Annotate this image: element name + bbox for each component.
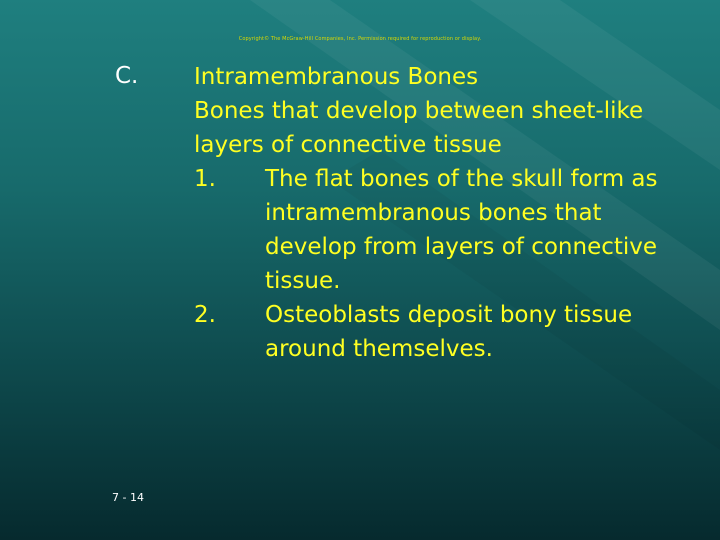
copyright-notice: Copyright© The McGraw-Hill Companies, Inc. Permission required for reproduction or display. — [238, 36, 482, 42]
list-item-number: 2. — [194, 302, 216, 328]
page-number: 7 - 14 — [112, 491, 144, 504]
list-item-text: The flat bones of the skull form as intramembranous bones that develop from layers of connective tissue. — [265, 166, 658, 294]
list-item — [194, 298, 694, 366]
slide-content — [194, 60, 694, 366]
list-item-text: Osteoblasts deposit bony tissue around themselves. — [265, 302, 633, 362]
list-item-number: 1. — [194, 166, 216, 192]
list-item — [194, 162, 694, 298]
section-label: C. — [115, 63, 139, 89]
slide-description: Bones that develop between sheet-like layers of connective tissue — [194, 98, 644, 158]
slide-heading: Intramembranous Bones — [194, 64, 479, 90]
